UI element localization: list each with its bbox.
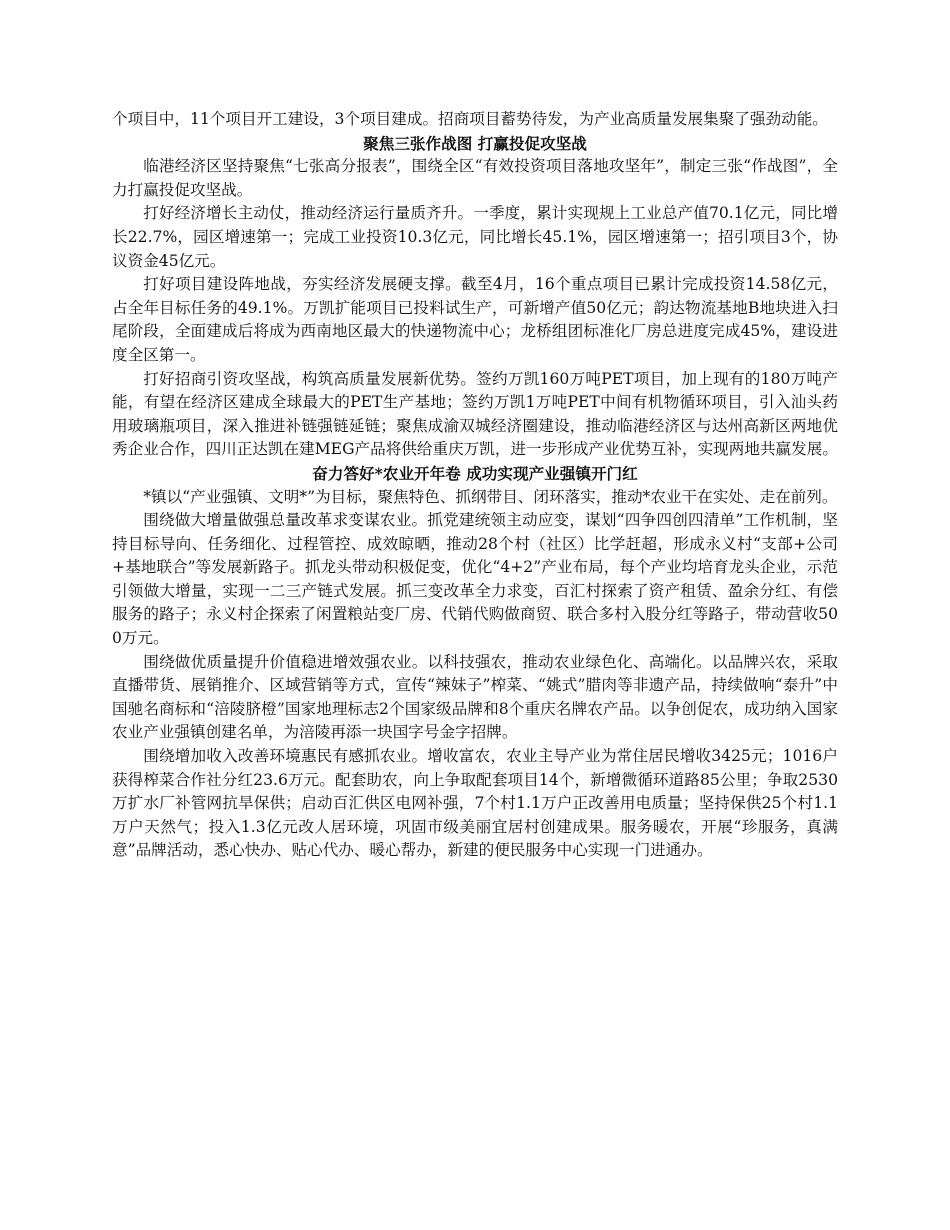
section2-paragraph-1: *镇以“产业强镇、文明*”为目标，聚焦特色、抓纲带目、闭环落实，推动*农业干在实处、走在前列。	[143, 487, 838, 506]
section-heading-investment: 聚焦三张作战图 打赢投促攻坚战	[363, 133, 587, 153]
section1-paragraph-4: 打好招商引资攻坚战，构筑高质量发展新优势。签约万凯160万吨PET项目，加上现有的180万吨产能，有望在经济区建成全球最大的PET生产基地；签约万凯1万吨PET中间有机物循环项目，引入汕头药用玻璃瓶项目，深入推进补链强链延链；聚焦成渝双城经济圈建设，推动临港经济区与达州高新区两地优秀企业合作，四川正达凯在建MEG产品将供给重庆万凯，进一步形成产业优势互补，实现两地共赢发展。	[112, 369, 838, 459]
section1-paragraph-2: 打好经济增长主动仗，推动经济运行量质齐升。一季度，累计实现规上工业总产值70.1亿元，同比增长22.7%，园区增速第一；完成工业投资10.3亿元，同比增长45.1%，园区增速第一；招引项目3个，协议资金45亿元。	[112, 204, 838, 270]
intro-paragraph: 个项目中，11个项目开工建设，3个项目建成。招商项目蓄势待发，为产业高质量发展集聚了强劲动能。	[112, 110, 828, 128]
section2-paragraph-4: 围绕增加收入改善环境惠民有感抓农业。增收富农，农业主导产业为常住居民增收3425元；1016户获得榨菜合作社分红23.6万元。配套助农，向上争取配套项目14个，新增微循环道路85公里；争取2530万扩水厂补管网抗旱保供；启动百汇供区电网补强，7个村1.1万户正改善用电质量；坚持保供25个村1.1万户天然气；投入1.3亿元改人居环境，巩固市级美丽宜居村创建成果。服务暖农，开展“珍服务，真满意”品牌活动，悉心快办、贴心代办、暖心帮办，新建的便民服务中心实现一门进通办。	[112, 747, 838, 860]
document-body	[112, 108, 838, 863]
section2-paragraph-3: 围绕做优质量提升价值稳进增效强农业。以科技强农，推动农业绿色化、高端化。以品牌兴农，采取直播带货、展销推介、区域营销等方式，宣传“辣妹子”榨菜、“姚式”腊肉等非遗产品，持续做响“泰升”中国驰名商标和“涪陵脐橙”国家地理标志2个国家级品牌和8个重庆名牌农产品。以争创促农，成功纳入国家农业产业强镇创建名单，为涪陵再添一块国字号金字招牌。	[112, 652, 838, 742]
section1-paragraph-3: 打好项目建设阵地战，夯实经济发展硬支撑。截至4月，16个重点项目已累计完成投资14.58亿元，占全年目标任务的49.1%。万凯扩能项目已投料试生产，可新增产值50亿元；韵达物流基地B地块进入扫尾阶段，全面建成后将成为西南地区最大的快递物流中心；龙桥组团标准化厂房总进度完成45%，建设进度全区第一。	[112, 275, 838, 364]
section2-paragraph-2: 围绕做大增量做强总量改革求变谋农业。抓党建统领主动应变，谋划“四争四创四清单”工作机制，坚持目标导向、任务细化、过程管控、成效晾晒，推动28个村（社区）比学赶超，形成永义村“支部+公司+基地联合”等发展新路子。抓龙头带动积极促变，优化“4+2”产业布局，每个产业均培育龙头企业，示范引领做大增量，实现一二三产链式发展。抓三变改革全力求变，百汇村探索了资产租赁、盈余分红、有偿服务的路子；永义村企探索了闲置粮站变厂房、代销代购做商贸、联合多村入股分红等路子，带动营收500万元。	[112, 511, 838, 648]
section-heading-agriculture: 奋力答好*农业开年卷 成功实现产业强镇开门红	[312, 463, 638, 483]
section1-paragraph-1: 临港经济区坚持聚焦“七张高分报表”，围绕全区“有效投资项目落地攻坚年”，制定三张“作战图”，全力打赢投促攻坚战。	[112, 157, 838, 199]
